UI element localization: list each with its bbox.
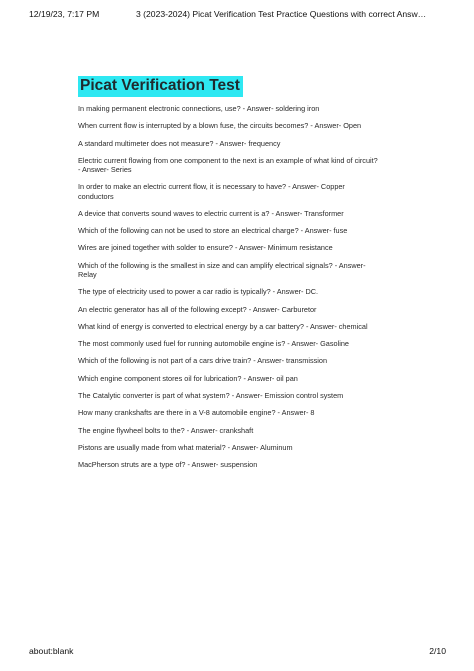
qa-item: Which of the following is the smallest in size and can amplify electrical signals? - Answer- Relay (78, 260, 366, 279)
qa-item: The most commonly used fuel for running automobile engine is? - Answer- Gasoline (78, 339, 349, 349)
document-content (78, 76, 378, 478)
qa-item: The type of electricity used to power a car radio is typically? - Answer- DC. (78, 287, 319, 297)
qa-item: The engine flywheel bolts to the? - Answer- crankshaft (78, 425, 254, 435)
print-header (0, 9, 474, 23)
qa-item: Wires are joined together with solder to ensure? - Answer- Minimum resistance (78, 243, 333, 253)
qa-item: The Catalytic converter is part of what system? - Answer- Emission control system (78, 391, 344, 401)
document-title: Picat Verification Test (78, 76, 243, 97)
print-footer (0, 646, 474, 660)
qa-item: A device that converts sound waves to electric current is a? - Answer- Transformer (78, 208, 344, 218)
qa-item: In making permanent electronic connections, use? - Answer- soldering iron (78, 104, 320, 113)
qa-item: Pistons are usually made from what material? - Answer- Aluminum (78, 442, 293, 452)
print-document-title: 3 (2023-2024) Picat Verification Test Practice Questions with correct Answ… (136, 9, 427, 19)
qa-item: In order to make an electric current flow, it is necessary to have? - Answer- Copper conductors (78, 182, 345, 201)
title-wrap (78, 76, 378, 97)
qa-item: MacPherson struts are a type of? - Answer- suspension (78, 460, 258, 470)
qa-item: A standard multimeter does not measure? - Answer- frequency (78, 138, 281, 148)
qa-list (78, 104, 378, 469)
qa-item: What kind of energy is converted to electrical energy by a car battery? - Answer- chemical (78, 321, 368, 331)
print-url: about:blank (29, 646, 74, 656)
qa-item: Which engine component stores oil for lubrication? - Answer- oil pan (78, 373, 298, 383)
qa-item: When current flow is interrupted by a blown fuse, the circuits becomes? - Answer- Open (78, 121, 362, 131)
qa-item: Electric current flowing from one component to the next is an example of what kind of circuit? - Answer- Series (78, 155, 378, 175)
qa-item: Which of the following can not be used to store an electrical charge? - Answer- fuse (78, 226, 348, 236)
qa-item: How many crankshafts are there in a V-8 automobile engine? - Answer- 8 (78, 408, 315, 418)
print-date: 12/19/23, 7:17 PM (29, 9, 100, 19)
qa-item: Which of the following is not part of a cars drive train? - Answer- transmission (78, 356, 328, 366)
page-number: 2/10 (429, 646, 446, 656)
qa-item: An electric generator has all of the following except? - Answer- Carburetor (78, 304, 317, 314)
